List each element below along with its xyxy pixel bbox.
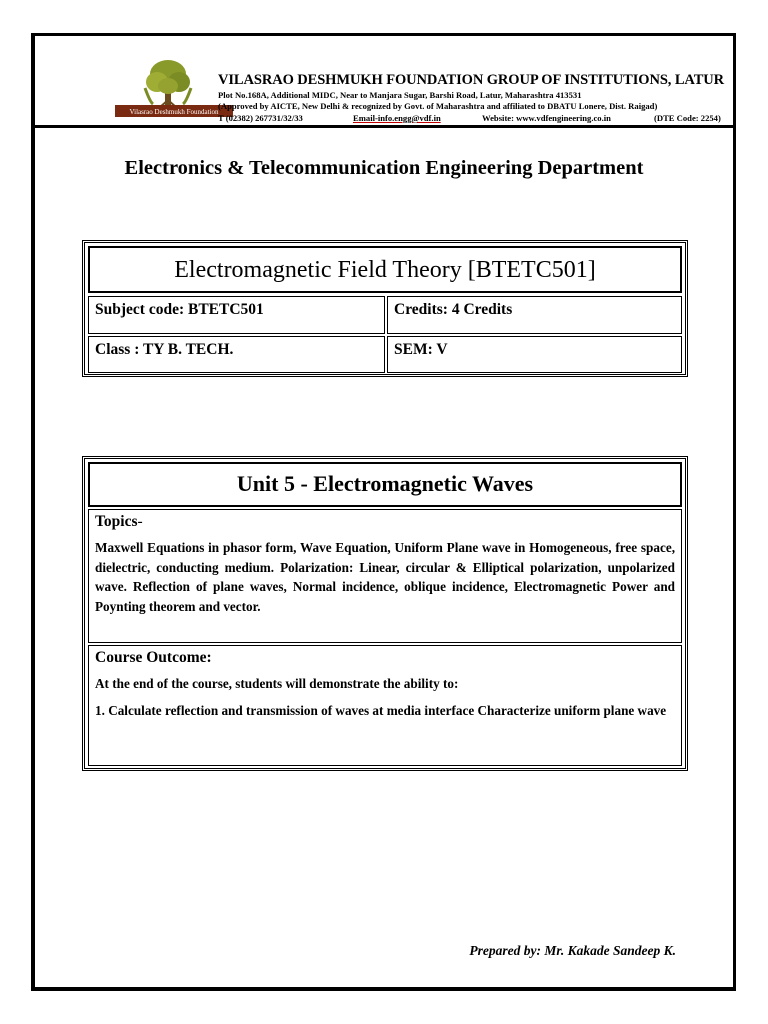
contact-line bbox=[218, 113, 721, 123]
logo-caption: Vilasrao Deshmukh Foundation bbox=[129, 108, 219, 116]
letterhead bbox=[35, 36, 735, 128]
course-outcome-heading: Course Outcome: bbox=[95, 649, 212, 666]
phone: T (02382) 267731/32/33 bbox=[218, 113, 303, 123]
institution-name: VILASRAO DESHMUKH FOUNDATION GROUP OF INSTITUTIONS, LATUR bbox=[218, 72, 725, 88]
topics-label: Topics bbox=[95, 513, 138, 530]
approval-line: (Approved by AICTE, New Delhi & recognized by Govt. of Maharashtra and affiliated to DBATU Lonere, Dist. Raigad) bbox=[218, 101, 658, 111]
unit-table bbox=[82, 456, 688, 771]
course-outcome-section bbox=[88, 645, 682, 766]
topics-heading bbox=[95, 513, 675, 531]
subject-title: Electromagnetic Field Theory [BTETC501] bbox=[88, 246, 682, 293]
topics-dash: - bbox=[137, 513, 143, 530]
class: Class : TY B. TECH. bbox=[88, 336, 385, 373]
credits: Credits: 4 Credits bbox=[387, 296, 682, 334]
address-line: Plot No.168A, Additional MIDC, Near to Manjara Sugar, Barshi Road, Latur, Maharashtra 413531 bbox=[218, 90, 582, 100]
topics-section bbox=[88, 509, 682, 643]
topics-text: Maxwell Equations in phasor form, Wave Equation, Uniform Plane wave in Homogeneous, free space, dielectric, conducting medium. Polarization: Linear, circular & Elliptical polarization, unpolarized wave. Reflection of plane waves, Normal incidence, oblique incidence, Electromagnetic Power and Poynting theorem and vector. bbox=[95, 540, 675, 614]
course-outcome-item: 1. Calculate reflection and transmission of waves at media interface Characterize uniform plane wave bbox=[95, 703, 667, 718]
subject-code: Subject code: BTETC501 bbox=[88, 296, 385, 334]
email: Email-info.engg@vdf.in bbox=[353, 113, 441, 123]
website: Website: www.vdfengineering.co.in bbox=[482, 113, 611, 123]
prepared-by: Prepared by: Mr. Kakade Sandeep K. bbox=[469, 943, 676, 958]
course-outcome-intro: At the end of the course, students will demonstrate the ability to: bbox=[95, 676, 459, 691]
unit-title: Unit 5 - Electromagnetic Waves bbox=[88, 462, 682, 507]
foundation-logo bbox=[115, 58, 233, 120]
department-title: Electronics & Telecommunication Engineering Department bbox=[124, 157, 644, 179]
semester: SEM: V bbox=[387, 336, 682, 373]
subject-table bbox=[82, 240, 688, 377]
dte-code: (DTE Code: 2254) bbox=[654, 113, 721, 123]
